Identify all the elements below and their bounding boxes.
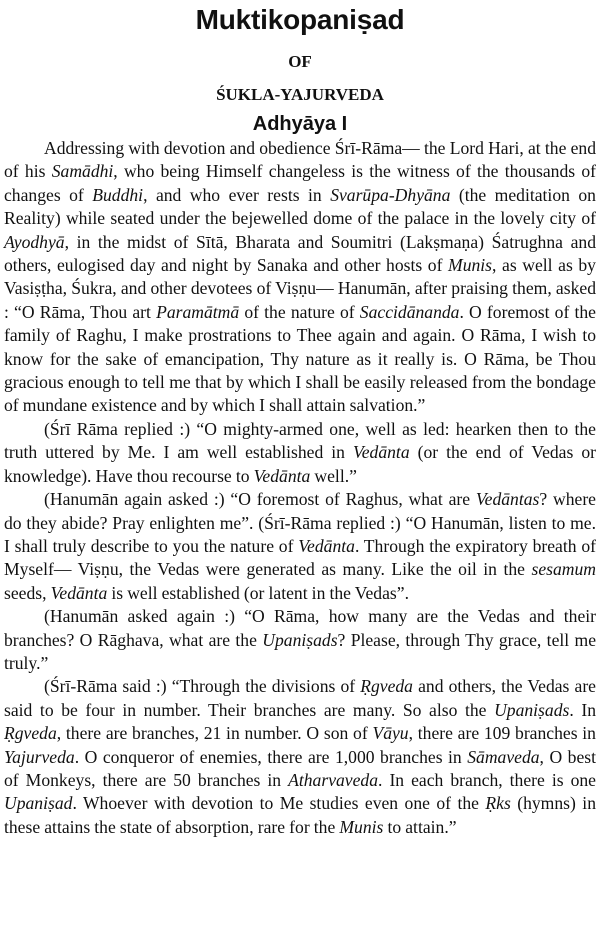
italic-term: Ṛks bbox=[485, 793, 511, 814]
italic-term: Ayodhyā bbox=[4, 231, 65, 252]
italic-term: Sāmaveda bbox=[467, 746, 540, 767]
italic-term: Vedānta bbox=[253, 465, 311, 486]
paragraph bbox=[4, 137, 596, 418]
text-run: and others, the Vedas are said to be four in number. Their branches are many. So also the bbox=[4, 676, 596, 720]
text-run: ? Please, through Thy grace, tell me truly.” bbox=[4, 629, 597, 673]
text-run: , there are branches, 21 in number. O son of bbox=[56, 723, 373, 744]
italic-term: Ṛgveda bbox=[4, 723, 57, 744]
chapter-heading: Adhyāya I bbox=[252, 113, 348, 135]
text-run: of the nature of bbox=[239, 301, 360, 322]
subtitle-of: OF bbox=[288, 52, 312, 71]
paragraph bbox=[4, 418, 596, 488]
paragraph bbox=[4, 675, 596, 839]
paragraph bbox=[4, 605, 596, 675]
italic-term: Svarūpa-Dhyāna bbox=[330, 184, 451, 205]
text-run: ? where do they abide? Pray enlighten me”. (Śrī-Rāma replied :) “O Hanumān, listen to me. I shall truly describe to you the nature of bbox=[4, 489, 596, 556]
veda-heading: ŚUKLA-YAJURVEDA bbox=[216, 85, 384, 104]
italic-term: Munis bbox=[448, 255, 493, 276]
text-run: (Hanumān again asked :) “O foremost of Raghus, what are bbox=[44, 489, 476, 510]
text-run: (the meditation on Reality) while seated under the bejewelled dome of the palace in the lovely city of bbox=[4, 184, 596, 229]
text-run: . In bbox=[569, 699, 596, 720]
text-run: (hymns) in these attains the state of absorption, rare for the bbox=[4, 793, 596, 837]
italic-term: Buddhi bbox=[92, 184, 144, 205]
italic-term: Upaniṣads bbox=[494, 699, 570, 720]
text-run: (Hanumān asked again :) “O Rāma, how many are the Vedas and their branches? O Rāghava, what are the bbox=[4, 606, 596, 650]
text-run: . Through the expiratory breath of Myself— Viṣṇu, the Vedas were generated as many. Like the oil in the bbox=[4, 535, 596, 580]
italic-term: Vedānta bbox=[352, 442, 410, 463]
text-run: , in the midst of Sītā, Bharata and Soumitri (Lakṣmaṇa) Śatrughna and others, eulogised day and night by Sanaka and other hosts of bbox=[4, 231, 596, 276]
italic-term: Vedānta bbox=[298, 535, 355, 556]
text-run: (Śrī-Rāma said :) “Through the divisions of bbox=[44, 676, 361, 697]
text-run: , who being Himself changeless is the witness of the thousands of changes of bbox=[4, 161, 597, 205]
text-run: , and who ever rests in bbox=[143, 184, 331, 205]
paragraph bbox=[4, 488, 596, 605]
text-run: is well established (or latent in the Vedas”. bbox=[107, 582, 409, 603]
text-run: , there are 109 branches in bbox=[408, 723, 596, 744]
italic-term: Saccidānanda bbox=[359, 301, 460, 322]
body-text bbox=[4, 137, 596, 839]
italic-term: Ṛgveda bbox=[360, 676, 413, 697]
italic-term: Yajurveda bbox=[4, 746, 75, 767]
italic-term: Upaniṣads bbox=[262, 629, 338, 650]
text-run: (Śrī Rāma replied :) “O mighty-armed one, well as led: hearken then to the truth uttered by Me. I am well established in bbox=[4, 418, 596, 463]
italic-term: Munis bbox=[339, 816, 384, 837]
text-run: seeds, bbox=[4, 582, 51, 603]
page-title: Muktikopaniṣad bbox=[195, 4, 405, 35]
text-run: , O best of Monkeys, there are 50 branches in bbox=[4, 746, 596, 790]
italic-term: Vedāntas bbox=[475, 489, 540, 510]
italic-term: Vāyu bbox=[372, 723, 409, 744]
italic-term: Upaniṣad bbox=[4, 793, 73, 814]
italic-term: Samādhi bbox=[51, 161, 114, 182]
italic-term: Vedānta bbox=[50, 582, 108, 603]
italic-term: sesamum bbox=[531, 559, 596, 580]
text-run: to attain.” bbox=[383, 816, 457, 837]
italic-term: Paramātmā bbox=[156, 301, 240, 322]
text-run: . O foremost of the family of Raghu, I make prostrations to Thee again and again. O Rāma, I wish to know for the sake of emancipation, Thy nature as it really is. O Rāma, be Thou gracious enough to tell me that by which I shall be easily released from the bondage of mundane existence and by which I shall attain salvation.” bbox=[4, 301, 596, 416]
text-run: , as well as by Vasiṣṭha, Śukra, and other devotees of Viṣṇu— Hanumān, after praising them, asked : “O Rāma, Thou art bbox=[4, 255, 596, 322]
text-run: Addressing with devotion and obedience Śrī-Rāma— the Lord Hari, at the end of his bbox=[4, 138, 596, 182]
italic-term: Atharvaveda bbox=[288, 769, 379, 790]
text-run: (or the end of Vedas or knowledge). Have thou recourse to bbox=[4, 442, 596, 486]
text-run: . Whoever with devotion to Me studies even one of the bbox=[72, 793, 486, 814]
text-run: . In each branch, there is one bbox=[378, 769, 596, 790]
text-run: . O conqueror of enemies, there are 1,000 branches in bbox=[74, 746, 468, 767]
text-run: well.” bbox=[310, 465, 357, 486]
